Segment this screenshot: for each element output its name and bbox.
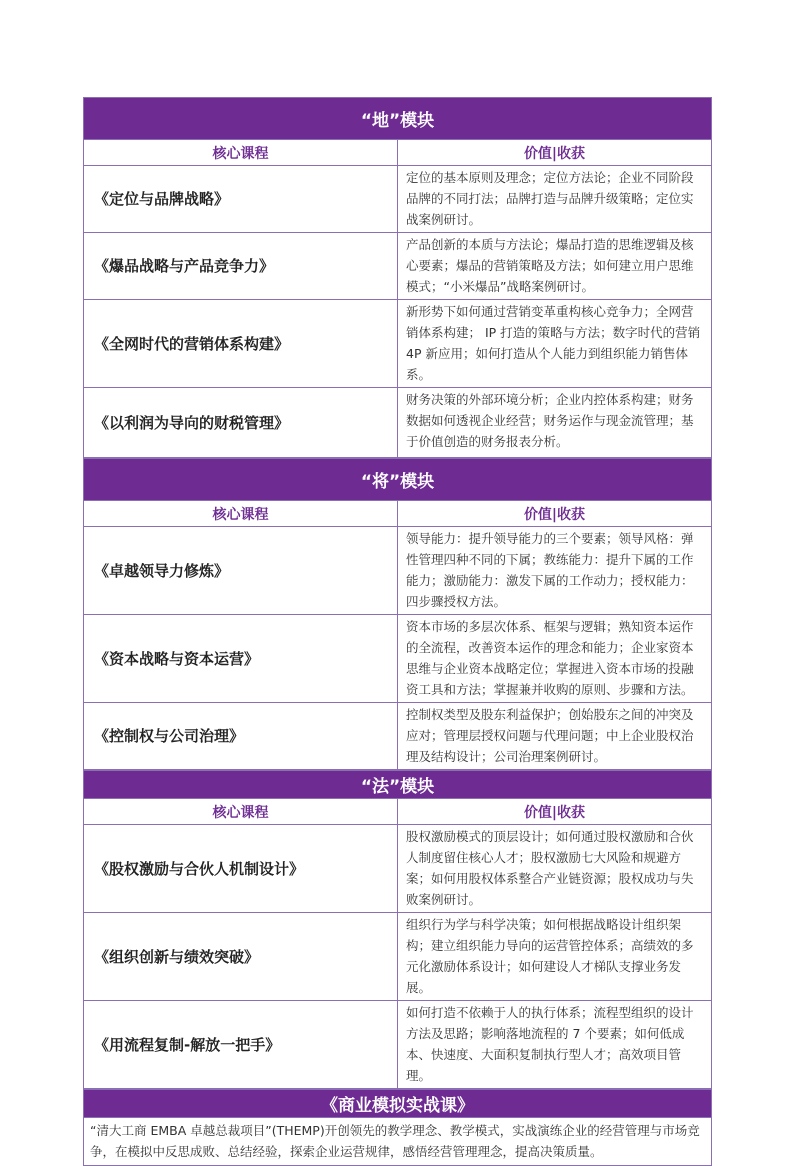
course-description: 控制权类型及股东利益保护；创始股东之间的冲突及应对；管理层授权问题与代理问题；中上企业股权治理及结构设计；公司治理案例研讨。 (398, 703, 712, 770)
column-header-value: 价值|收获 (398, 140, 712, 166)
course-description: 新形势下如何通过营销变革重构核心竞争力；全网营销体系构建； IP 打造的策略与方法；数字时代的营销 4P 新应用；如何打造从个人能力到组织能力销售体系。 (398, 300, 712, 388)
course-description: 领导能力：提升领导能力的三个要素；领导风格：弹性管理四种不同的下属；教练能力：提升下属的工作能力；激励能力：激发下属的工作动力；授权能力：四步骤授权方法。 (398, 527, 712, 615)
course-description: 如何打造不依赖于人的执行体系；流程型组织的设计方法及思路；影响落地流程的 7 个要素；如何低成本、快速度、大面积复制执行型人才；高效项目管理。 (398, 1001, 712, 1089)
course-name: 《爆品战略与产品竞争力》 (84, 233, 398, 300)
course-name: 《资本战略与资本运营》 (84, 615, 398, 703)
course-name: 《用流程复制-解放一把手》 (84, 1001, 398, 1089)
column-header-value: 价值|收获 (398, 501, 712, 527)
module-di-table (83, 97, 712, 458)
course-description: 财务决策的外部环境分析；企业内控体系构建；财务数据如何透视企业经营；财务运作与现金流管理；基于价值创造的财务报表分析。 (398, 388, 712, 458)
course-name: 《全网时代的营销体系构建》 (84, 300, 398, 388)
course-description: 股权激励模式的顶层设计；如何通过股权激励和合伙人制度留住核心人才；股权激励七大风险和规避方案；如何用股权体系整合产业链资源；股权成功与失败案例研讨。 (398, 825, 712, 913)
module-title: “地”模块 (84, 98, 712, 140)
column-header-course: 核心课程 (84, 140, 398, 166)
simulation-description: “清大工商 EMBA 卓越总裁项目”(THEMP)开创领先的教学理念、教学模式，实战演练企业的经营管理与市场竞争，在模拟中反思成败、总结经验，探索企业运营规律，感悟经营管理理念，提高决策质量。 (84, 1118, 712, 1166)
column-header-course: 核心课程 (84, 501, 398, 527)
course-description: 定位的基本原则及理念；定位方法论；企业不同阶段品牌的不同打法；品牌打造与品牌升级策略；定位实战案例研讨。 (398, 166, 712, 233)
module-title: “将”模块 (84, 459, 712, 501)
course-description: 资本市场的多层次体系、框架与逻辑；熟知资本运作的全流程，改善资本运作的理念和能力；企业家资本思维与企业资本战略定位；掌握进入资本市场的投融资工具和方法；掌握兼并收购的原则、步骤和方法。 (398, 615, 712, 703)
course-description: 产品创新的本质与方法论；爆品打造的思维逻辑及核心要素；爆品的营销策略及方法；如何建立用户思维模式；“小米爆品”战略案例研讨。 (398, 233, 712, 300)
module-jiang-table (83, 458, 712, 770)
course-description: 组织行为学与科学决策；如何根据战略设计组织架构；建立组织能力导向的运营管控体系；高绩效的多元化激励体系设计；如何建设人才梯队支撑业务发展。 (398, 913, 712, 1001)
course-name: 《控制权与公司治理》 (84, 703, 398, 770)
course-name: 《定位与品牌战略》 (84, 166, 398, 233)
module-title: “法”模块 (84, 771, 712, 799)
column-header-value: 价值|收获 (398, 799, 712, 825)
simulation-table (83, 1089, 712, 1166)
course-name: 《以利润为导向的财税管理》 (84, 388, 398, 458)
simulation-title: 《商业模拟实战课》 (84, 1090, 712, 1118)
column-header-course: 核心课程 (84, 799, 398, 825)
course-document (83, 97, 712, 1166)
course-name: 《股权激励与合伙人机制设计》 (84, 825, 398, 913)
course-name: 《卓越领导力修炼》 (84, 527, 398, 615)
course-name: 《组织创新与绩效突破》 (84, 913, 398, 1001)
module-fa-table (83, 770, 712, 1089)
